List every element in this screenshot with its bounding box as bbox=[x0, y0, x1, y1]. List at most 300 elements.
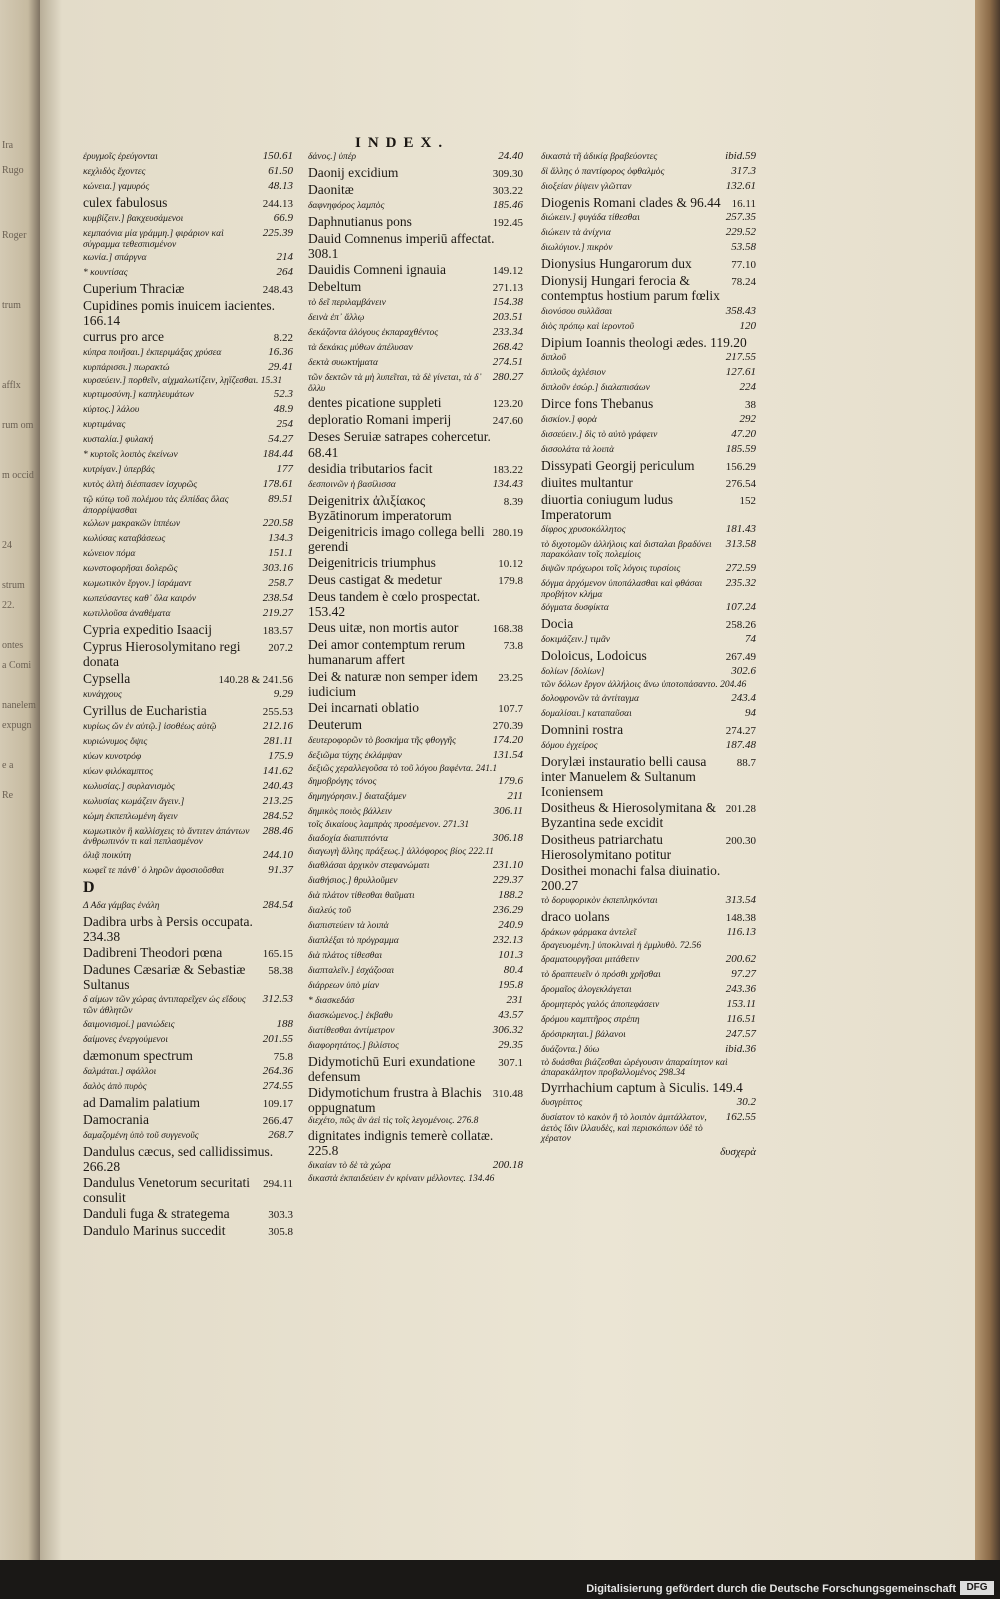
entry-reference: 225.39 bbox=[262, 227, 293, 239]
index-entry bbox=[308, 1116, 523, 1128]
entry-term: διαφορητάτος.] βιλίστος bbox=[308, 1040, 399, 1051]
entry-reference: 212.16 bbox=[262, 719, 293, 732]
entry-term: τοῖς δικαίους λαμπρὰς προσέμενον. 271.31 bbox=[308, 820, 470, 831]
prev-page-fragment: Roger bbox=[2, 230, 27, 241]
entry-reference: 305.8 bbox=[268, 1225, 293, 1238]
entry-term: Didymotichū Euri exundatione defensum bbox=[308, 1053, 476, 1084]
entry-reference: 313.58 bbox=[725, 537, 756, 550]
entry-term: δαιμονισμοί.] μανιώδεις bbox=[83, 1019, 175, 1030]
entry-term: διὰ πλάτον τίθεσθαι θαῦματι bbox=[308, 890, 415, 901]
entry-term: κώνειον πόμα bbox=[83, 549, 136, 560]
entry-term: διπλοῦς ἀχλέσιον bbox=[541, 367, 606, 378]
index-entry bbox=[541, 381, 756, 396]
entry-reference: 181.43 bbox=[725, 522, 756, 535]
entry-reference: 185.46 bbox=[492, 199, 523, 211]
entry-term: κυτρίγαν.] ὑπερβάς bbox=[83, 465, 155, 476]
entry-term: κύων φιλόκαμπτος bbox=[83, 766, 154, 777]
dfg-logo: DFG bbox=[960, 1581, 994, 1595]
entry-reference: 229.37 bbox=[492, 873, 523, 886]
entry-term: Dionysij Hungari ferocia & contemptus hostium parum fœlix bbox=[541, 273, 720, 304]
entry-reference: 123.20 bbox=[492, 398, 523, 411]
entry-reference: 156.29 bbox=[725, 460, 756, 473]
entry-term: διωλύγιον.] πικρὸν bbox=[541, 243, 613, 254]
entry-reference: 107.24 bbox=[725, 601, 756, 614]
index-entry bbox=[308, 934, 523, 949]
index-entry bbox=[83, 607, 293, 622]
index-entry bbox=[541, 165, 756, 180]
entry-term: δραγευομένη.] ὑποκλιναὶ ἡ ἐμμλυθὸ. 72.56 bbox=[541, 940, 702, 951]
entry-term: δαλὸς ἀπὸ πυρὸς bbox=[83, 1081, 147, 1092]
index-entry bbox=[541, 180, 756, 195]
index-entry bbox=[83, 720, 293, 735]
index-entry bbox=[541, 800, 756, 831]
entry-reference: 162.55 bbox=[725, 1110, 756, 1123]
index-entry bbox=[83, 1175, 293, 1206]
entry-term: Danduli fuga & strategema bbox=[83, 1205, 230, 1221]
entry-term: δάνος.] ὑπέρ bbox=[308, 152, 357, 162]
entry-term: δραματουργῆσαι μιτάθετιν bbox=[541, 954, 640, 965]
entry-reference: 43.57 bbox=[498, 1008, 523, 1021]
entry-term: δεξιῶς χεραλλεγοῦσα τὸ τοῦ λόγου βαφέντα. 241.1 bbox=[308, 763, 498, 774]
entry-reference: 310.48 bbox=[492, 1087, 523, 1100]
entry-reference: 288.46 bbox=[262, 824, 293, 837]
entry-term: κωμωτικὸν ἢ καλλίσχεις τὸ ἄντιτεν ἀπάντων ἀνθρωπινόν τι καὶ πεπλασμένον bbox=[83, 826, 250, 848]
entry-reference: 116.51 bbox=[726, 1012, 756, 1025]
entry-reference: 187.48 bbox=[725, 738, 756, 751]
entry-term: Deigenitrix ἀλιξίακος Byzātinorum imperatorum bbox=[308, 492, 452, 523]
entry-term: κωμωτικὸν ἔργον.] ἰσράμαντ bbox=[83, 579, 192, 590]
prev-page-fragment: strum bbox=[2, 580, 25, 591]
previous-page-edge bbox=[0, 0, 40, 1560]
entry-term: Dosithei monachi falsa diuinatio. 200.27 bbox=[541, 862, 721, 893]
entry-term: κυτὸς ἀλτὴ διέσπασεν ἰσχυρῶς bbox=[83, 480, 198, 491]
index-entry bbox=[308, 1174, 523, 1186]
index-entry bbox=[83, 1206, 293, 1223]
entry-reference: 200.62 bbox=[725, 952, 756, 965]
entry-reference: 24.40 bbox=[498, 150, 523, 162]
index-entry bbox=[308, 1085, 523, 1116]
entry-reference: 254 bbox=[276, 418, 293, 431]
entry-term: Dei & naturæ non semper idem iudicium bbox=[308, 668, 478, 699]
index-entry bbox=[541, 863, 756, 894]
index-entry bbox=[308, 371, 523, 395]
entry-term: κωφεῖ τε πάνθ᾽ ὁ ληρῶν ἀφοσιοῦσθαι bbox=[83, 865, 225, 876]
index-entry bbox=[541, 894, 756, 909]
entry-reference: 116.13 bbox=[726, 925, 756, 938]
index-entry bbox=[83, 403, 293, 418]
entry-reference: 200.18 bbox=[492, 1158, 523, 1171]
entry-term: * κυρτοῖς λοιπὸς ἐκείνων bbox=[83, 450, 178, 461]
entry-term: Domnini rostra bbox=[541, 721, 624, 737]
entry-reference: 236.29 bbox=[492, 903, 523, 916]
entry-term: Damocrania bbox=[83, 1111, 149, 1127]
entry-term: Deus uitæ, non mortis autor bbox=[308, 620, 459, 636]
index-entry bbox=[541, 305, 756, 320]
entry-reference: 109.17 bbox=[262, 1097, 293, 1110]
index-entry bbox=[83, 433, 293, 448]
index-entry bbox=[308, 874, 523, 889]
entry-term: δρόσιρκηται.] βάλανοι bbox=[541, 1029, 626, 1040]
entry-term: Cyprus Hierosolymitano regi donata bbox=[83, 639, 241, 670]
index-entry bbox=[308, 669, 523, 700]
entry-term: διαλεύς τοῦ bbox=[308, 905, 352, 916]
entry-term: δόγματα δυσφίκτα bbox=[541, 603, 609, 614]
index-entry bbox=[541, 562, 756, 577]
index-entry bbox=[83, 361, 293, 376]
entry-term: δαμαζομένη ὑπὸ τοῦ συγγενοῦς bbox=[83, 1130, 199, 1141]
entry-reference: 154.38 bbox=[492, 296, 523, 309]
entry-reference: 232.13 bbox=[492, 933, 523, 946]
entry-term: κωλυσίας κωμάζειν ἄγειν.] bbox=[83, 796, 185, 807]
entry-term: κυμβίζειν.] βακχευσάμενοι bbox=[83, 214, 184, 224]
entry-reference: 179.8 bbox=[498, 575, 523, 588]
entry-reference: 16.36 bbox=[268, 346, 293, 359]
entry-term: διὸς πρόπῳ καὶ ἱεροντοῦ bbox=[541, 321, 634, 332]
index-entry bbox=[308, 214, 523, 231]
entry-reference: 213.25 bbox=[262, 794, 293, 807]
entry-term: Deus castigat & medetur bbox=[308, 572, 442, 588]
entry-term: κυσταλία.] φυλακή bbox=[83, 435, 154, 446]
index-entry bbox=[541, 443, 756, 458]
entry-reference: 149.12 bbox=[492, 265, 523, 278]
index-entry bbox=[308, 847, 523, 859]
index-entry bbox=[541, 616, 756, 633]
entry-term: διασκώμενος.] ἐκβαθυ bbox=[308, 1010, 393, 1021]
entry-term: δισκίον.] φορὰ bbox=[541, 414, 597, 425]
entry-reference: 150.61 bbox=[262, 150, 293, 162]
index-entry bbox=[541, 413, 756, 428]
entry-reference: 306.18 bbox=[492, 832, 523, 845]
entry-term: τὸ δεῖ περιλαμβάνειν bbox=[308, 298, 386, 309]
index-entry bbox=[83, 825, 293, 849]
entry-reference: 8.39 bbox=[503, 495, 523, 508]
index-entry bbox=[83, 1223, 293, 1240]
index-entry bbox=[541, 968, 756, 983]
entry-reference: 54.27 bbox=[268, 433, 293, 446]
entry-reference: 229.52 bbox=[725, 226, 756, 239]
index-entry bbox=[541, 538, 756, 562]
prev-page-fragment: a Comi bbox=[2, 660, 32, 671]
entry-term: Δ Αδα γάμβας ἐνάλη bbox=[83, 900, 160, 911]
index-entry bbox=[308, 182, 523, 199]
index-entry bbox=[541, 665, 756, 680]
entry-term: Dissypati Georgij periculum bbox=[541, 457, 695, 473]
index-entry bbox=[83, 671, 293, 688]
index-entry bbox=[83, 750, 293, 765]
entry-reference: 53.58 bbox=[731, 241, 756, 254]
entry-reference: 235.32 bbox=[725, 577, 756, 590]
entry-reference: 317.3 bbox=[731, 165, 756, 177]
entry-reference: 38 bbox=[745, 398, 756, 411]
entry-term: τὸ διχοτομῶν ἀλλήλοις καὶ δισταλαι βραδύνει παρακόλαιν τοῖς πολεμίοις bbox=[541, 539, 712, 561]
index-entry bbox=[308, 296, 523, 311]
index-entry bbox=[308, 165, 523, 182]
index-column-2 bbox=[308, 150, 523, 1186]
entry-term: δισσεύειν.] δὶς τὸ αὐτὸ γράφειν bbox=[541, 429, 658, 440]
index-entry bbox=[83, 1018, 293, 1033]
index-entry bbox=[541, 926, 756, 941]
entry-reference: 201.28 bbox=[725, 803, 756, 816]
index-entry bbox=[541, 722, 756, 739]
index-entry bbox=[83, 517, 293, 532]
index-entry bbox=[308, 311, 523, 326]
entry-term: κωλυσίας.] συρλανισμὸς bbox=[83, 781, 175, 792]
entry-term: διατίθεσθαι ἀντίμετρον bbox=[308, 1025, 395, 1036]
entry-term: δικαίαν τὸ δὲ τὰ χώρα bbox=[308, 1160, 391, 1171]
entry-term: δομαλίσαι.] καταπαῦσαι bbox=[541, 708, 632, 719]
entry-term: τῶν δεκτῶν τὰ μὴ λυπεῖται, τὰ δὲ γίνεται, τὰ δ᾽ ὄλλυ bbox=[308, 373, 482, 394]
index-entry bbox=[308, 859, 523, 874]
entry-reference: 309.30 bbox=[492, 168, 523, 180]
index-entry bbox=[83, 592, 293, 607]
entry-term: * διασκεδάσ bbox=[308, 995, 355, 1006]
entry-reference: 248.43 bbox=[262, 284, 293, 297]
entry-term: Dandulus cæcus, sed callidissimus. 266.28 bbox=[83, 1143, 274, 1174]
entry-reference: 107.7 bbox=[498, 702, 523, 715]
index-entry bbox=[83, 914, 293, 945]
entry-reference: 80.4 bbox=[503, 963, 523, 976]
index-entry bbox=[541, 351, 756, 366]
index-entry bbox=[83, 810, 293, 825]
entry-term: κώνεια.] γαμυρός bbox=[83, 182, 150, 192]
entry-term: ὁλιᾷ ποικύτη bbox=[83, 850, 132, 861]
index-entry bbox=[541, 492, 756, 523]
index-entry bbox=[83, 418, 293, 433]
index-entry bbox=[308, 493, 523, 524]
entry-term: διαπταλεῖν.] ἐσχάζοσαι bbox=[308, 965, 395, 976]
entry-reference: 29.35 bbox=[498, 1038, 523, 1051]
index-entry bbox=[308, 1159, 523, 1174]
entry-term: τὸ δορυφορικὸν ἐκπεπληκόνται bbox=[541, 895, 658, 906]
index-entry bbox=[308, 1009, 523, 1024]
index-entry bbox=[308, 764, 523, 776]
entry-reference: 303.22 bbox=[492, 185, 523, 197]
entry-term: Didymotichum frustra à Blachis oppugnatum bbox=[308, 1084, 482, 1115]
entry-reference: 240.9 bbox=[498, 918, 523, 931]
entry-reference: 127.61 bbox=[725, 365, 756, 378]
entry-term: διαθλάσαι ἀρχικὸν στεφανώματι bbox=[308, 860, 430, 871]
entry-term: διαγωγὴ ἄλλης πράξεως.] ἀλλόφορος βίος 222.11 bbox=[308, 847, 494, 858]
entry-term: Dauidis Comneni ignauia bbox=[308, 262, 446, 278]
index-entry bbox=[83, 165, 293, 180]
entry-reference: 280.19 bbox=[492, 526, 523, 539]
entry-term: Deuterum bbox=[308, 716, 362, 732]
entry-reference: 177 bbox=[276, 463, 293, 476]
index-entry bbox=[541, 211, 756, 226]
entry-reference: 231 bbox=[506, 993, 523, 1006]
index-entry bbox=[541, 458, 756, 475]
entry-reference: 264 bbox=[276, 266, 293, 279]
entry-term: Daonij excidium bbox=[308, 165, 399, 180]
entry-reference: 271.13 bbox=[492, 282, 523, 295]
entry-term: δράκων φάρμακα ἀντελεῖ bbox=[541, 927, 637, 938]
entry-term: dentes picatione suppleti bbox=[308, 395, 442, 411]
page-stack-edge bbox=[975, 0, 1000, 1560]
entry-term: Daphnutianus pons bbox=[308, 214, 412, 229]
index-header: INDEX. bbox=[355, 135, 450, 151]
entry-term: diuortia coniugum ludus Imperatorum bbox=[541, 491, 673, 522]
index-entry bbox=[308, 832, 523, 847]
index-entry bbox=[308, 429, 523, 460]
index-entry bbox=[541, 577, 756, 601]
index-entry bbox=[541, 1013, 756, 1028]
entry-term: Diogenis Romani clades & 96.44 bbox=[541, 195, 721, 210]
entry-term: δεσποινῶν ἡ βασίλισσα bbox=[308, 479, 396, 490]
entry-term: dæmonum spectrum bbox=[83, 1047, 193, 1063]
index-entry bbox=[83, 493, 293, 517]
index-entry bbox=[83, 251, 293, 266]
entry-reference: 274.55 bbox=[262, 1079, 293, 1092]
index-entry bbox=[308, 994, 523, 1009]
index-entry bbox=[83, 735, 293, 750]
index-entry bbox=[541, 150, 756, 165]
entry-term: δρόμου καμπτῆρος στρέπη bbox=[541, 1014, 640, 1025]
index-entry bbox=[83, 703, 293, 720]
index-entry bbox=[541, 1096, 756, 1111]
prev-page-fragment: Rugo bbox=[2, 165, 24, 176]
entry-term: διπλοῦ bbox=[541, 352, 567, 363]
index-entry bbox=[308, 964, 523, 979]
entry-reference: 94 bbox=[745, 706, 756, 719]
entry-term: δικαστὰ ἐκπαιδεύειν ἐν κρίναιν μέλλοντες. 134.46 bbox=[308, 1173, 495, 1184]
entry-term: κωνστοφορῆσαι δολερῶς bbox=[83, 564, 178, 575]
entry-term: Dadibreni Theodori pœna bbox=[83, 945, 223, 961]
entry-term: Deses Seruiæ satrapes cohercetur. 68.41 bbox=[308, 429, 491, 460]
index-entry bbox=[83, 622, 293, 639]
entry-term: Dei amor contemptum rerum humanarum affert bbox=[308, 637, 466, 668]
entry-term: Dionysius Hungarorum dux bbox=[541, 256, 692, 272]
entry-reference: 264.36 bbox=[262, 1064, 293, 1077]
entry-term: ἐρυγμοῖς ἐρεύγονται bbox=[83, 152, 158, 162]
entry-term: διοξείαν ῥίψειν γλῶτταν bbox=[541, 182, 632, 192]
entry-term: currus pro arce bbox=[83, 329, 164, 345]
entry-term: δεινὰ ἐπ᾽ ἄλλῳ bbox=[308, 313, 365, 324]
entry-term: κώλων μακρακῶν ἱππέων bbox=[83, 519, 181, 530]
index-entry bbox=[308, 262, 523, 279]
index-entry bbox=[541, 941, 756, 953]
entry-reference: 178.61 bbox=[262, 478, 293, 491]
entry-reference: 183.57 bbox=[262, 625, 293, 638]
section-letter bbox=[83, 879, 293, 899]
index-entry bbox=[83, 346, 293, 361]
entry-reference: 272.59 bbox=[725, 562, 756, 575]
entry-reference: 134.43 bbox=[492, 477, 523, 490]
entry-reference: 74 bbox=[745, 633, 756, 646]
entry-term: desidia tributarios facit bbox=[308, 460, 433, 476]
index-entry bbox=[308, 889, 523, 904]
entry-reference: 247.60 bbox=[492, 415, 523, 428]
index-entry bbox=[83, 993, 293, 1017]
footer-credit: Digitalisierung gefördert durch die Deutsche Forschungsgemeinschaft bbox=[586, 1583, 956, 1595]
entry-term: Dadunes Cæsariæ & Sebastiæ Sultanus bbox=[83, 962, 246, 993]
index-entry bbox=[541, 680, 756, 692]
index-entry bbox=[308, 524, 523, 555]
index-entry bbox=[308, 589, 523, 620]
entry-reference: 141.62 bbox=[262, 764, 293, 777]
index-entry bbox=[308, 620, 523, 637]
entry-reference: 88.7 bbox=[736, 756, 756, 769]
entry-term: δικαστὰ τῆ ἀδικίᾳ βραβεύοντες bbox=[541, 152, 658, 162]
entry-reference: 23.25 bbox=[498, 671, 523, 684]
entry-term: δυάζοντα.] δύω bbox=[541, 1044, 600, 1055]
entry-term: διαπιστεύειν τὰ λοιπὰ bbox=[308, 920, 389, 931]
index-entry bbox=[83, 266, 293, 281]
entry-reference: 148.38 bbox=[725, 911, 756, 924]
index-entry bbox=[541, 633, 756, 648]
entry-term: δαίμονες ἐνεργούμενοι bbox=[83, 1034, 168, 1045]
entry-term: Cypria expeditio Isaacij bbox=[83, 622, 212, 638]
index-entry bbox=[308, 820, 523, 832]
entry-term: δαλμάται.] σφάλλοι bbox=[83, 1066, 157, 1077]
index-entry bbox=[308, 904, 523, 919]
entry-reference: 306.32 bbox=[492, 1023, 523, 1036]
entry-reference: 270.39 bbox=[492, 719, 523, 732]
entry-reference: 188.2 bbox=[498, 888, 523, 901]
index-entry bbox=[308, 717, 523, 734]
index-entry bbox=[83, 1080, 293, 1095]
entry-term: κεχλιδὸς ἔχοντες bbox=[83, 167, 146, 177]
entry-term: κύπρα ποιῆσαι.] ἐκπεριμάξας χρύσεα bbox=[83, 348, 222, 359]
entry-reference: 78.24 bbox=[731, 276, 756, 289]
index-entry bbox=[83, 212, 293, 227]
entry-reference: 220.58 bbox=[262, 517, 293, 530]
entry-reference: 165.15 bbox=[262, 948, 293, 961]
entry-term: διώκειν.] φυγάδα τίθεσθαι bbox=[541, 213, 640, 224]
entry-reference: 89.51 bbox=[268, 493, 293, 506]
index-entry bbox=[308, 572, 523, 589]
entry-term: Dadibra urbs à Persis occupata. 234.38 bbox=[83, 913, 253, 944]
entry-term: διαπλέξαι τὸ πρόγραμμα bbox=[308, 935, 399, 946]
entry-reference: 255.53 bbox=[262, 705, 293, 718]
index-entry bbox=[83, 945, 293, 962]
entry-term: διονύσου συλλᾶσαι bbox=[541, 306, 613, 317]
entry-reference: 211 bbox=[507, 790, 523, 803]
index-entry bbox=[308, 1024, 523, 1039]
index-entry bbox=[83, 298, 293, 329]
index-entry bbox=[541, 256, 756, 273]
entry-term: διεχέτο, πῶς ἂν ἀεὶ τὶς τοῖς λεγομένοις. 276.8 bbox=[308, 1116, 479, 1127]
prev-page-fragment: trum bbox=[2, 300, 21, 311]
prev-page-fragment: Ira bbox=[2, 140, 14, 151]
entry-term: Deigenitricis imago collega belli gerendi bbox=[308, 523, 485, 555]
index-entry bbox=[83, 562, 293, 577]
entry-term: κωνία.] σπάργνα bbox=[83, 253, 147, 264]
entry-term: δεξιῶμα τύχης ἐκλάμψαν bbox=[308, 750, 402, 761]
entry-term: δισσολάτα τὰ λοιπὰ bbox=[541, 444, 615, 455]
index-entry bbox=[83, 227, 293, 251]
entry-term: Debeltum bbox=[308, 279, 362, 295]
entry-reference: 292 bbox=[739, 412, 756, 425]
entry-term: Cupidines pomis inuicem iacientes. 166.14 bbox=[83, 298, 275, 329]
entry-term: dignitates indignis temerè collatæ. 225.8 bbox=[308, 1127, 494, 1158]
index-entry bbox=[541, 1080, 756, 1096]
entry-term: Dandulus Venetorum securitati consulit bbox=[83, 1174, 250, 1205]
entry-term: Doloicus, Lodoicus bbox=[541, 648, 647, 664]
index-entry bbox=[308, 356, 523, 371]
index-entry bbox=[83, 1065, 293, 1080]
entry-term: Deus tandem è cœlo prospectat. 153.42 bbox=[308, 589, 481, 620]
entry-term: κωλύσας καταβάσεως bbox=[83, 534, 166, 545]
entry-reference: 258.7 bbox=[268, 577, 293, 590]
entry-reference: 258.26 bbox=[725, 619, 756, 632]
entry-reference: 75.8 bbox=[273, 1050, 293, 1063]
entry-term: Dyrrhachium captum à Siculis. 149.4 bbox=[541, 1079, 743, 1095]
entry-reference: 120 bbox=[739, 319, 756, 332]
index-entry bbox=[308, 341, 523, 356]
entry-reference: 244.10 bbox=[262, 848, 293, 861]
entry-term: δυσγρίπτος bbox=[541, 1097, 583, 1108]
entry-reference: 303.16 bbox=[262, 562, 293, 575]
